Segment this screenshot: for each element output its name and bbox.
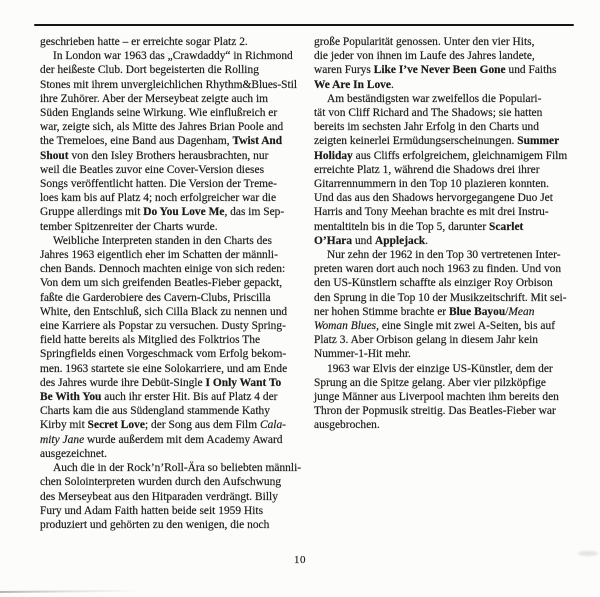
text-line: die jeder von ihnen im Laufe des Jahres landete,	[314, 50, 535, 63]
text-line: Und das aus den Shadows hervorgegangene Duo Jet	[314, 192, 553, 205]
text-line: Jahres 1963 eigentlich eher im Schatten der männli-	[40, 249, 278, 262]
text-line: We Are In Love.	[314, 78, 394, 91]
scan-artifact-bottom-left	[0, 590, 138, 593]
text-line: Springfields einen Vorgeschmack vom Erfolg bekom-	[40, 348, 287, 361]
text-line: Holiday aus Cliffs erfolgreichem, gleichnamigem Film	[314, 149, 568, 162]
right-text-column	[314, 35, 584, 433]
text-line: Süden Englands seine Wirkung. Wie einflußreich er	[40, 107, 278, 120]
text-line: tember Spitzenreiter der Charts wurde.	[40, 220, 218, 233]
text-line: Shout von den Isley Brothers herausbrachten, nur	[40, 149, 269, 162]
text-line: war, zeigte sich, als Mitte des Jahres Brian Poole and	[40, 121, 284, 134]
text-line: Nummer-1-Hit mehr.	[314, 348, 411, 361]
text-line: men. 1963 startete sie eine Solokarriere, und am Ende	[40, 362, 288, 375]
text-line: loes kam bis auf Platz 4; noch erfolgreicher war die	[40, 192, 277, 205]
text-line: produziert und gehörten zu den wenigen, die noch	[40, 518, 270, 531]
text-line: Woman Blues, eine Single mit zwei A-Seiten, bis auf	[314, 320, 556, 333]
text-line: Kirby mit Secret Love; der Song aus dem Film Cala-	[40, 419, 286, 432]
text-line: zeigten keinerlei Ermüdungserscheinungen. Summer	[314, 135, 560, 148]
text-line: Stones mit ihrem unvergleichlichen Rhythm&Blues-Stil	[40, 78, 298, 91]
text-line: mentaltiteln bis in die Top 5, darunter Scarlet	[314, 220, 524, 233]
text-line: Charts kam die aus Südengland stammende Kathy	[40, 405, 270, 418]
text-line: preten waren dort auch noch 1963 zu finden. Und von	[314, 263, 562, 276]
text-line: eine Karriere als Popstar zu versuchen. Dusty Spring-	[40, 320, 286, 333]
text-line: Nur zehn der 1962 in den Top 30 vertretenen Inter-	[327, 249, 561, 262]
text-line: ihre Zuhörer. Aber der Merseybeat zeigte auch im	[40, 92, 269, 105]
text-line: geschrieben hatte – er erreichte sogar Platz 2.	[40, 36, 248, 48]
text-line: weil die Beatles zuvor eine Cover-Version dieses	[40, 163, 265, 176]
text-line: White, den Entschluß, sich Cilla Black zu nennen und	[40, 305, 288, 318]
text-line: O’Hara und Applejack.	[314, 234, 429, 247]
text-line: Fury und Adam Faith hatten beide seit 1959 Hits	[40, 504, 264, 517]
text-line: the Tremeloes, eine Band aus Dagenham, Twist And	[40, 135, 283, 148]
text-line: der heißeste Club. Dort begeisterten die Rolling	[40, 64, 259, 77]
text-line: große Popularität genossen. Unter den vier Hits,	[314, 36, 535, 48]
text-line: Thron der Popmusik streitig. Das Beatles-Fieber war	[314, 405, 556, 418]
text-line: Harris and Tony Meehan brachte es mit drei Instru-	[314, 206, 549, 219]
text-line: Weibliche Interpreten standen in den Charts des	[53, 234, 272, 247]
text-line: junge Männer aus Liverpool machten ihm bereits den	[314, 391, 559, 404]
text-line: Be With You auch ihr erster Hit. Bis auf Platz 4 der	[40, 391, 278, 404]
text-line: Platz 3. Aber Orbison gelang in diesem Jahr kein	[314, 334, 538, 347]
text-line: mity Jane wurde außerdem mit dem Academy Award	[40, 433, 283, 446]
text-line: ner hohen Stimme brachte er Blue Bayou/Mean	[314, 305, 535, 318]
text-line: In London war 1963 das „Crawdaddy“ in Richmond	[53, 50, 293, 63]
scan-artifact-right	[578, 551, 598, 556]
text-line: des Merseybeat aus den Hitparaden verdrängt. Billy	[40, 490, 278, 503]
text-line: bereits im sechsten Jahr Erfolg in den Charts und	[314, 121, 539, 134]
text-line: field hatte bereits als Mitglied des Folktrios The	[40, 334, 261, 347]
text-line: den Sprung in die Top 10 der Musikzeitschrift. Mit sei-	[314, 291, 567, 304]
text-line: 1963 war Elvis der einzige US-Künstler, dem der	[327, 362, 553, 375]
text-line: Gitarrennummern in den Top 10 plazieren konnten.	[314, 178, 549, 191]
text-line: waren Furys Like I’ve Never Been Gone und Faiths	[314, 64, 557, 77]
text-line: erreichte Platz 1, während die Shadows drei ihrer	[314, 163, 540, 176]
text-line: ausgezeichnet.	[40, 447, 108, 460]
text-line: den US-Künstlern schaffte als einziger Roy Orbison	[314, 277, 553, 290]
text-line: Songs veröffentlicht hatten. Die Version der Treme-	[40, 178, 277, 191]
text-line: chen Solointerpreten wurden durch den Aufschwung	[40, 476, 282, 489]
text-line: Von dem um sich greifenden Beatles-Fieber gepackt,	[40, 277, 283, 290]
page-number: 10	[294, 554, 306, 566]
text-line: Gruppe allerdings mit Do You Love Me, das im Sep-	[40, 206, 285, 219]
left-text-column	[40, 35, 310, 532]
text-line: Sprung an die Spitze gelang. Aber vier pilzköpfige	[314, 376, 546, 389]
text-line: chen Bands. Dennoch machten einige von sich reden:	[40, 263, 286, 276]
text-line: Am beständigsten war zweifellos die Populari-	[327, 92, 542, 105]
text-line: faßte die Garderobiere des Cavern-Clubs, Priscilla	[40, 291, 271, 304]
text-line: des Jahres wurde ihre Debüt-Single I Only Want To	[40, 376, 282, 389]
text-line: ausgebrochen.	[314, 419, 380, 432]
text-line: Auch die in der Rock’n’Roll-Ära so beliebten männli-	[53, 462, 302, 475]
text-line: tät von Cliff Richard and The Shadows; sie hatten	[314, 107, 543, 120]
header-rule	[34, 24, 574, 26]
